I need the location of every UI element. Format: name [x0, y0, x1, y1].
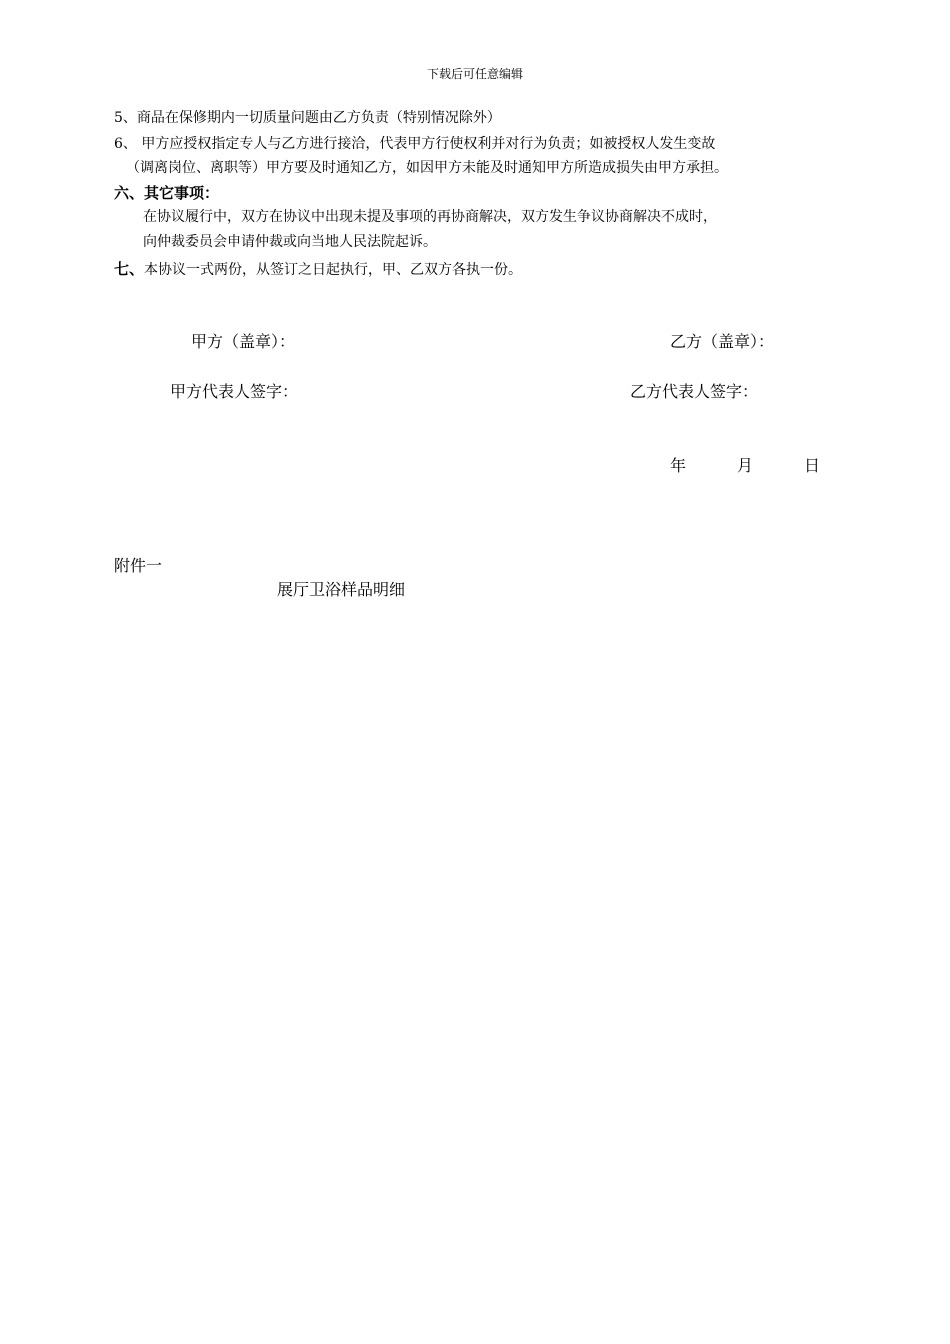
party-b-representative-label: 乙方代表人签字： — [630, 382, 759, 401]
attachment-title: 展厅卫浴样品明细 — [277, 580, 406, 599]
date-day: 日 — [804, 456, 821, 475]
section-6-line-2: 向仲裁委员会申请仲裁或向当地人民法院起诉。 — [143, 234, 437, 250]
download-note: 下载后可任意编辑 — [426, 67, 523, 81]
clause-6-line-2: （调离岗位、离职等）甲方要及时通知乙方，如因甲方未能及时通知甲方所造成损失由甲方承担。 — [126, 160, 728, 176]
section-7-text: 本协议一式两份，从签订之日起执行，甲、乙双方各执一份。 — [144, 262, 523, 278]
clause-6-line-1: 6、 甲方应授权指定专人与乙方进行接洽，代表甲方行使权利并对行为负责；如被授权人发生变故 — [114, 136, 716, 152]
section-7 — [114, 259, 522, 280]
date-year: 年 — [670, 456, 687, 475]
section-6-heading: 六、其它事项： — [114, 184, 220, 202]
section-6-line-1: 在协议履行中，双方在协议中出现未提及事项的再协商解决，双方发生争议协商解决不成时， — [143, 209, 717, 225]
attachment-label: 附件一 — [114, 556, 163, 575]
party-a-representative-label: 甲方代表人签字： — [170, 382, 299, 401]
clause-5: 5、商品在保修期内一切质量问题由乙方负责（特别情况除外） — [114, 110, 501, 126]
date-month: 月 — [737, 456, 754, 475]
section-7-heading: 七、 — [114, 260, 145, 278]
party-b-seal-label: 乙方（盖章）： — [670, 332, 775, 351]
party-a-seal-label: 甲方（盖章）： — [191, 332, 296, 351]
